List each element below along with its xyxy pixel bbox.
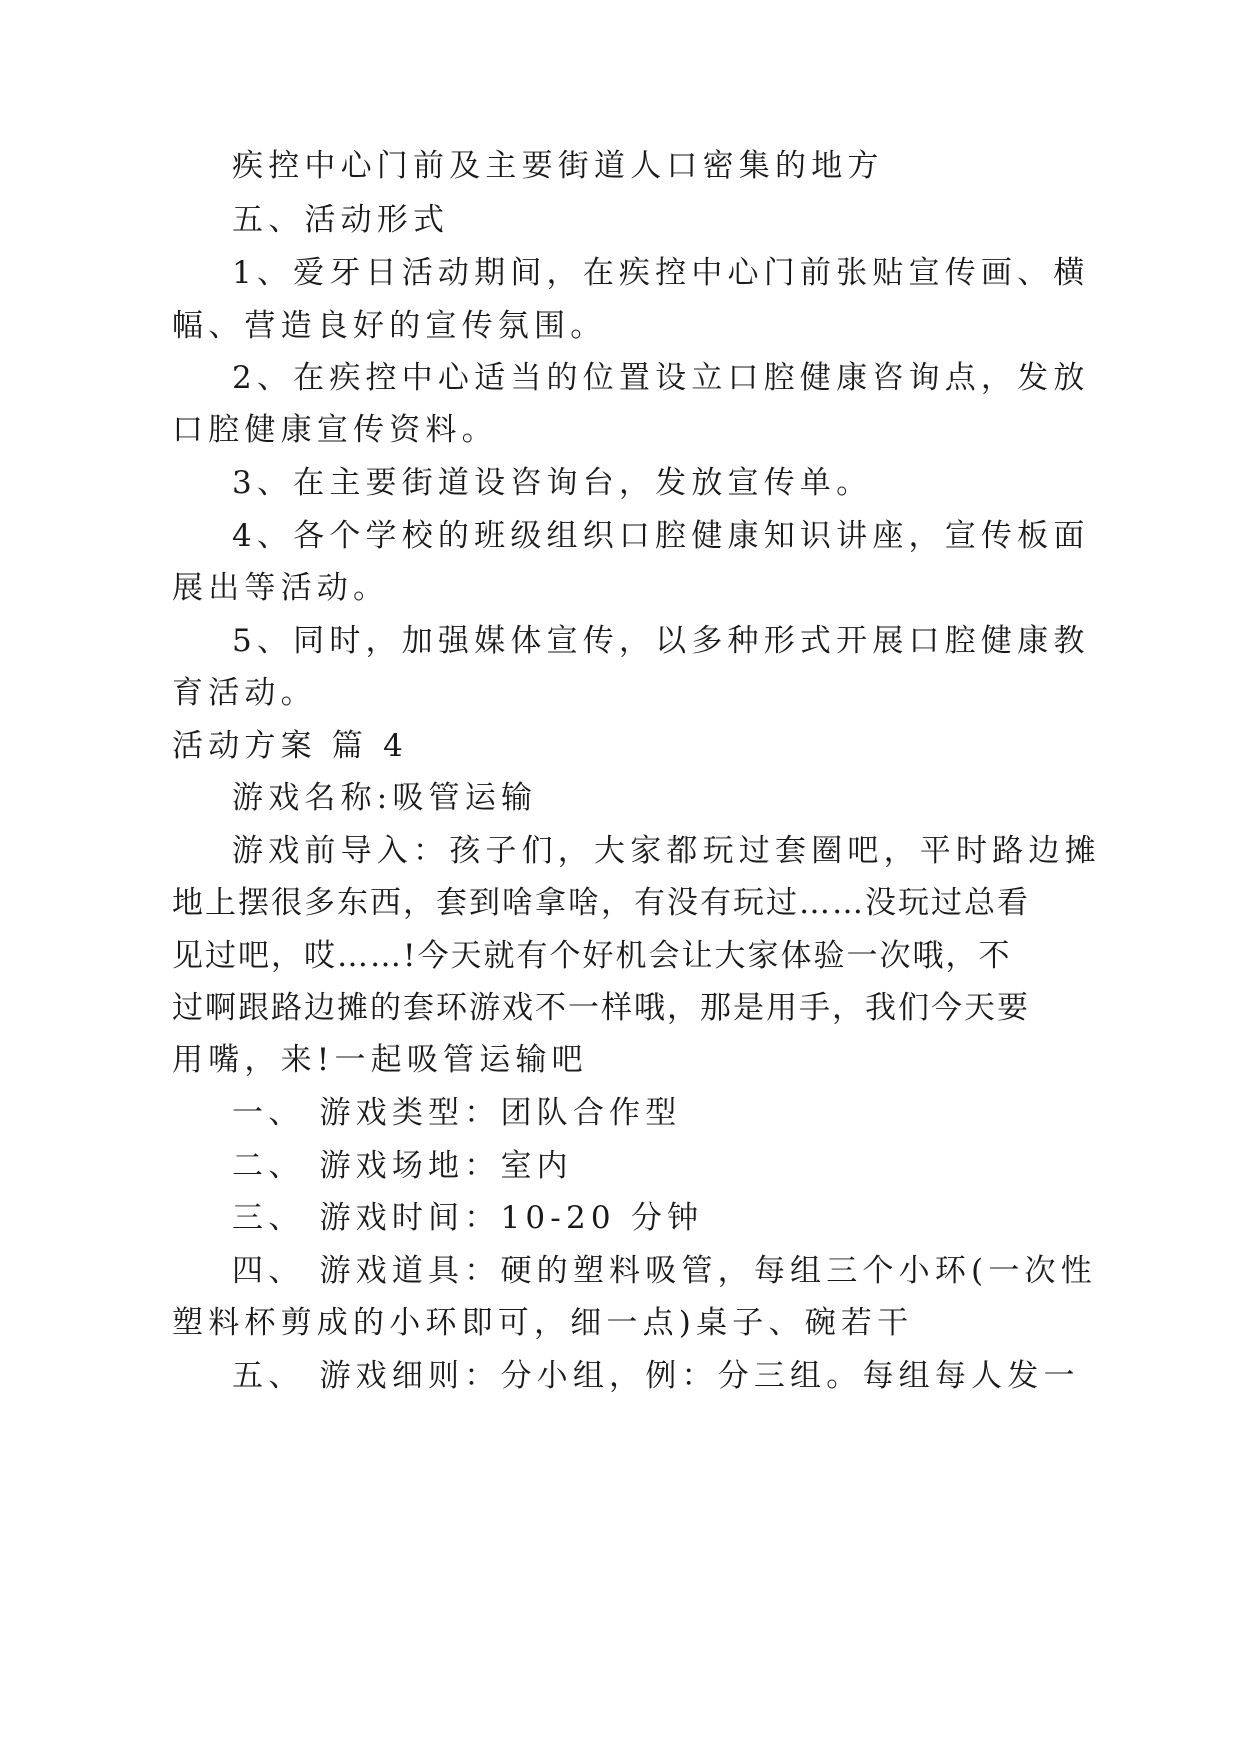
text-line: 口腔健康宣传资料。 (172, 412, 498, 448)
text-line: 幅、营造良好的宣传氛围。 (172, 308, 607, 344)
list-item: 一、 游戏类型：团队合作型 (232, 1095, 682, 1131)
list-item: 三、 游戏时间：10-20 分钟 (232, 1200, 704, 1236)
list-item: 四、 游戏道具：硬的塑料吸管，每组三个小环(一次性 (232, 1253, 1097, 1289)
list-item: 二、 游戏场地：室内 (232, 1148, 573, 1184)
text-line: 游戏前导入：孩子们，大家都玩过套圈吧，平时路边摊 (232, 833, 1101, 869)
text-line: 地上摆很多东西，套到啥拿啥，有没有玩过……没玩过总看 (172, 885, 1030, 921)
text-line: 用嘴，来!一起吸管运输吧 (172, 1042, 588, 1078)
text-line: 1、爱牙日活动期间，在疾控中心门前张贴宣传画、横 (232, 255, 1090, 291)
text-line: 3、在主要街道设咨询台，发放宣传单。 (232, 465, 873, 501)
text-line: 4、各个学校的班级组织口腔健康知识讲座，宣传板面 (232, 518, 1090, 554)
section-heading: 五、活动形式 (232, 202, 450, 238)
text-line: 育活动。 (172, 675, 317, 711)
text-line: 疾控中心门前及主要街道人口密集的地方 (232, 148, 884, 184)
section-title: 活动方案 篇 4 (172, 728, 409, 764)
text-line: 过啊跟路边摊的套环游戏不一样哦，那是用手，我们今天要 (172, 990, 1030, 1026)
text-line: 2、在疾控中心适当的位置设立口腔健康咨询点，发放 (232, 360, 1090, 396)
text-line: 见过吧，哎……!今天就有个好机会让大家体验一次哦，不 (172, 938, 1012, 974)
text-line: 游戏名称:吸管运输 (232, 780, 538, 816)
text-line: 展出等活动。 (172, 570, 390, 606)
text-line: 塑料杯剪成的小环即可，细一点)桌子、碗若干 (172, 1305, 914, 1341)
list-item: 五、 游戏细则：分小组，例：分三组。每组每人发一 (232, 1358, 1080, 1394)
text-line: 5、同时，加强媒体宣传，以多种形式开展口腔健康教 (232, 623, 1090, 659)
